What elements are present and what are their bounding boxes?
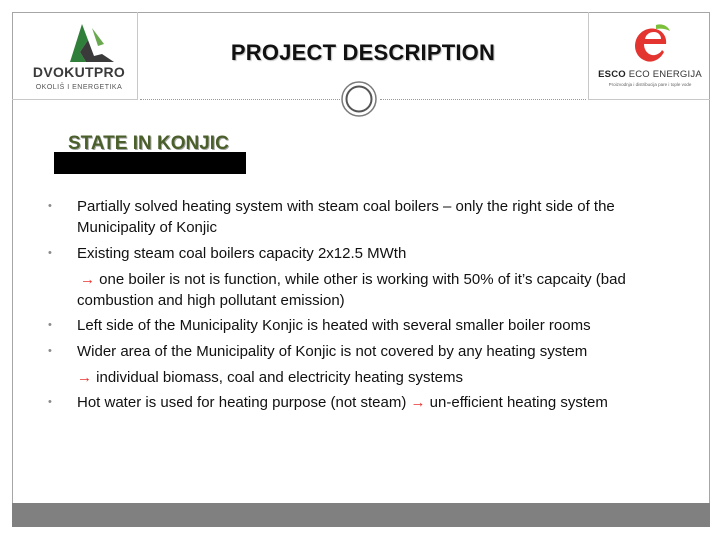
dvokut-logo-name: DVOKUTPRO bbox=[32, 64, 126, 80]
bullet-list bbox=[46, 196, 686, 418]
bullet-dot-icon: • bbox=[48, 396, 52, 408]
list-item-text: Existing steam coal boilers capacity 2x12.5 MWth bbox=[77, 245, 407, 262]
dvokut-logo-tagline: OKOLIŠ I ENERGETIKA bbox=[35, 84, 123, 91]
esco-logo-name-rest: ECO ENERGIJA bbox=[625, 69, 702, 80]
list-item-text: individual biomass, coal and electricity heating systems bbox=[92, 369, 464, 386]
section-subtitle: STATE IN KONJIC bbox=[68, 133, 229, 154]
list-item-text: Partially solved heating system with steam coal boilers – only the right side of the Municipality of Konjic bbox=[77, 198, 615, 236]
bullet-dot-icon: • bbox=[48, 345, 52, 357]
arrow-right-icon: → bbox=[410, 394, 426, 411]
list-item bbox=[46, 315, 686, 336]
list-item bbox=[46, 392, 686, 413]
bullet-dot-icon: • bbox=[48, 319, 52, 331]
esco-logo-name-bold: ESCO bbox=[598, 69, 626, 80]
arrow-right-icon: → bbox=[80, 271, 95, 288]
footer-bar bbox=[12, 503, 710, 527]
arrow-right-icon: → bbox=[77, 369, 92, 386]
list-item-text: Wider area of the Municipality of Konjic is not covered by any heating system bbox=[77, 343, 588, 360]
esco-e-logo-icon bbox=[630, 22, 672, 66]
list-item-text: Hot water is used for heating purpose (not steam) bbox=[77, 394, 411, 411]
list-item-continuation bbox=[46, 269, 686, 311]
esco-logo-name bbox=[592, 69, 708, 80]
header-divider-left bbox=[140, 99, 340, 100]
list-item bbox=[46, 196, 686, 238]
dvokut-triangle-logo-icon bbox=[64, 22, 120, 66]
bullet-dot-icon: • bbox=[48, 200, 52, 212]
list-item-text: one boiler is not is function, while other is working with 50% of it’s capcaity (bad combustion and high pollutant emission) bbox=[77, 271, 626, 309]
circle-ornament-icon bbox=[340, 80, 378, 118]
esco-logo-tagline: Proizvodnja i distribucija pare i tople vode bbox=[608, 82, 692, 87]
header-divider-right bbox=[380, 99, 586, 100]
list-item-text: Left side of the Municipality Konjic is heated with several smaller boiler rooms bbox=[77, 317, 591, 334]
list-item bbox=[46, 243, 686, 264]
list-item-continuation bbox=[46, 367, 686, 388]
list-item-text: un-efficient heating system bbox=[425, 394, 608, 411]
page-title: PROJECT DESCRIPTION bbox=[230, 40, 496, 65]
list-item bbox=[46, 341, 686, 362]
subtitle-highlight-bar bbox=[54, 152, 246, 174]
bullet-dot-icon: • bbox=[48, 247, 52, 259]
